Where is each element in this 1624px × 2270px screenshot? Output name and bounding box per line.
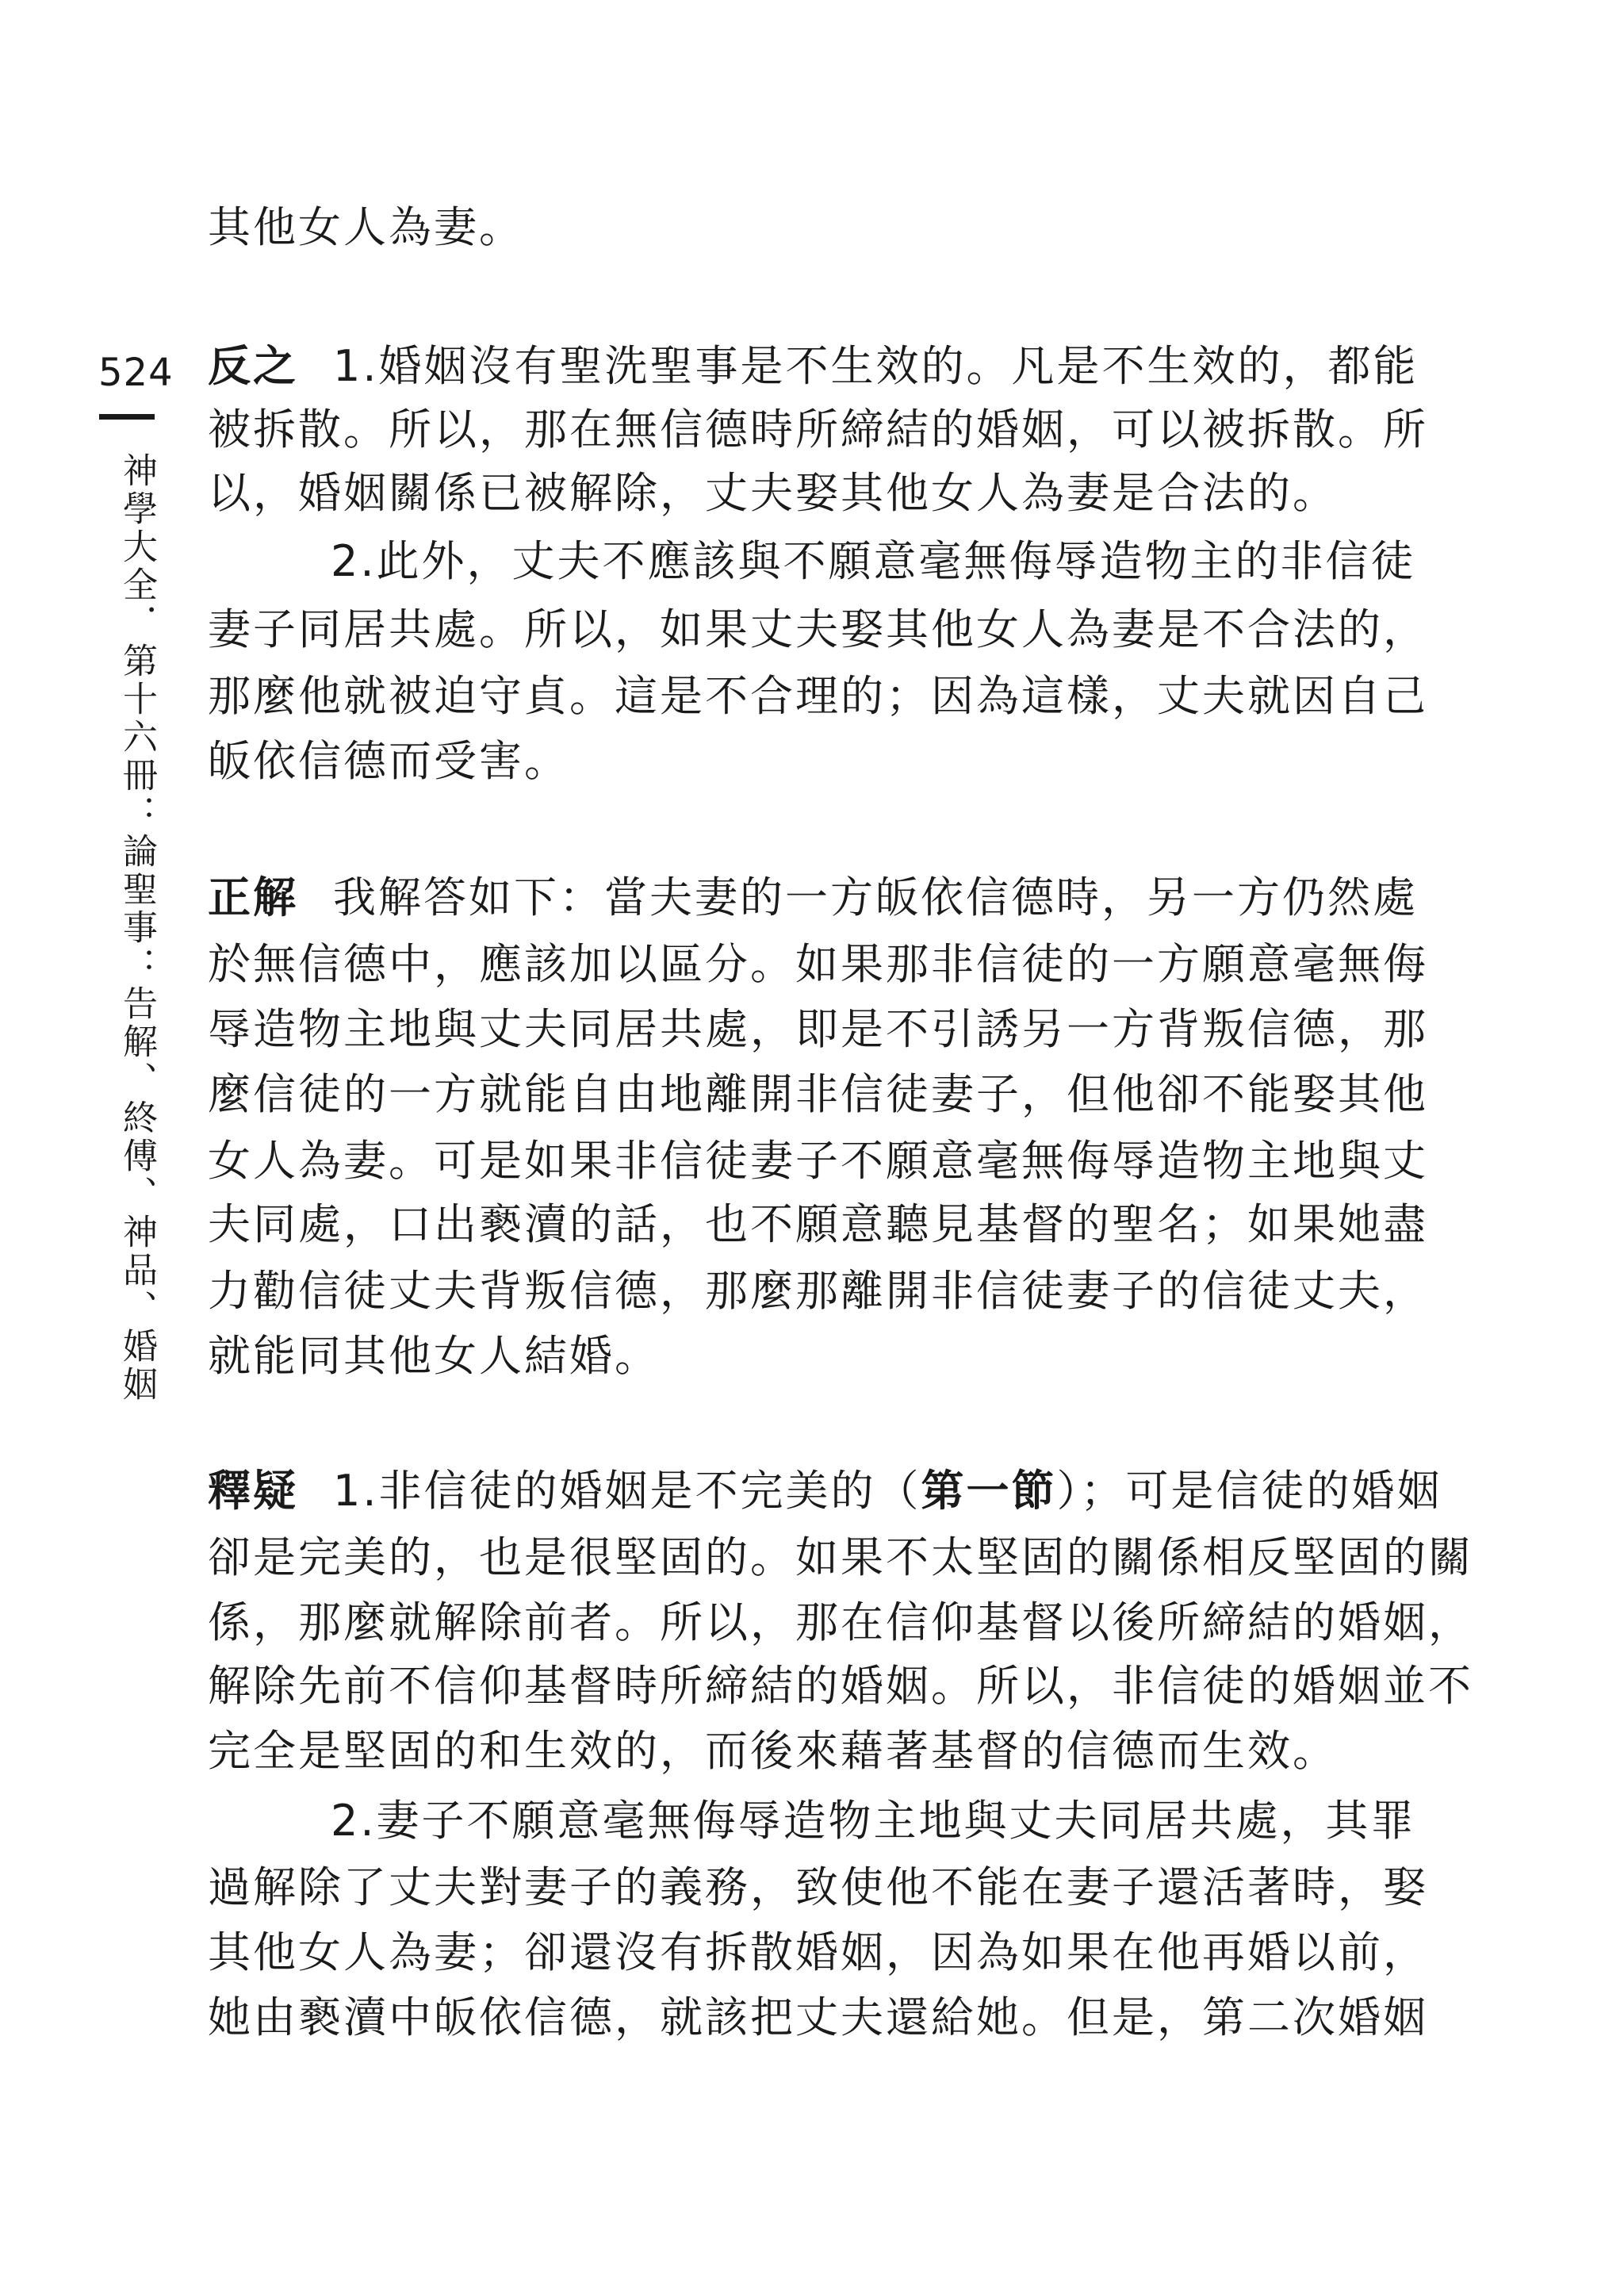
text-line: 被拆散。所以，那在無信德時所締結的婚姻，可以被拆散。所	[208, 405, 1428, 454]
running-title: 神學大全．第十六冊：論聖事：告解、終傅、神品、婚姻	[117, 452, 157, 1404]
text-line: 卻是完美的，也是很堅固的。如果不太堅固的關係相反堅固的關	[208, 1532, 1473, 1582]
section-label-replies: 釋疑	[208, 1466, 298, 1516]
margin-rule	[99, 414, 155, 420]
section-label-objections: 反之	[208, 341, 298, 391]
text-line: 她由褻瀆中皈依信德，就該把丈夫還給她。但是，第二次婚姻	[208, 1992, 1428, 2042]
text-line: 2.此外，丈夫不應該與不願意毫無侮辱造物主的非信徒	[331, 536, 1416, 586]
text-line-content: ）；可是信徒的婚姻	[1056, 1466, 1442, 1516]
text-line-content: 1.婚姻沒有聖洗聖事是不生效的。凡是不生效的，都能	[333, 341, 1419, 391]
text-line: 就能同其他女人結婚。	[208, 1331, 660, 1381]
text-line: 2.妻子不願意毫無侮辱造物主地與丈夫同居共處，其罪	[331, 1796, 1416, 1846]
text-line: 以，婚姻關係已被解除，丈夫娶其他女人為妻是合法的。	[208, 468, 1338, 518]
text-line	[208, 333, 1419, 400]
text-line: 辱造物主地與丈夫同居共處，即是不引誘另一方背叛信德，那	[208, 1004, 1428, 1054]
text-line: 完全是堅固的和生效的，而後來藉著基督的信德而生效。	[208, 1726, 1338, 1776]
text-line: 皈依信德而受害。	[208, 736, 569, 786]
text-line: 妻子同居共處。所以，如果丈夫娶其他女人為妻是不合法的，	[208, 604, 1428, 654]
text-line: 其他女人為妻；卻還沒有拆散婚姻，因為如果在他再婚以前，	[208, 1927, 1428, 1977]
section-label-response: 正解	[208, 872, 298, 922]
text-line: 女人為妻。可是如果非信徒妻子不願意毫無侮辱造物主地與丈	[208, 1136, 1428, 1186]
text-line: 係，那麼就解除前者。所以，那在信仰基督以後所締結的婚姻，	[208, 1597, 1473, 1647]
text-line	[208, 865, 1418, 931]
text-line: 於無信德中，應該加以區分。如果那非信徒的一方願意毫無侮	[208, 939, 1428, 989]
text-line: 解除先前不信仰基督時所締結的婚姻。所以，非信徒的婚姻並不	[208, 1661, 1473, 1711]
page-number: 524	[98, 351, 174, 395]
text-line-content: 1.非信徒的婚姻是不完美的（	[333, 1466, 921, 1516]
text-line-content: 我解答如下：當夫妻的一方皈依信德時，另一方仍然處	[333, 872, 1418, 922]
text-line	[208, 1458, 1442, 1524]
text-line: 夫同處，口出褻瀆的話，也不願意聽見基督的聖名；如果她盡	[208, 1199, 1428, 1249]
text-line: 過解除了丈夫對妻子的義務，致使他不能在妻子還活著時，娶	[208, 1862, 1428, 1912]
cross-reference: 第一節	[921, 1466, 1057, 1516]
text-line: 其他女人為妻。	[208, 202, 524, 252]
text-line: 力勸信徒丈夫背叛信德，那麼那離開非信徒妻子的信徒丈夫，	[208, 1266, 1428, 1316]
text-line: 麼信徒的一方就能自由地離開非信徒妻子，但他卻不能娶其他	[208, 1069, 1428, 1119]
text-line: 那麼他就被迫守貞。這是不合理的；因為這樣，丈夫就因自己	[208, 671, 1428, 721]
